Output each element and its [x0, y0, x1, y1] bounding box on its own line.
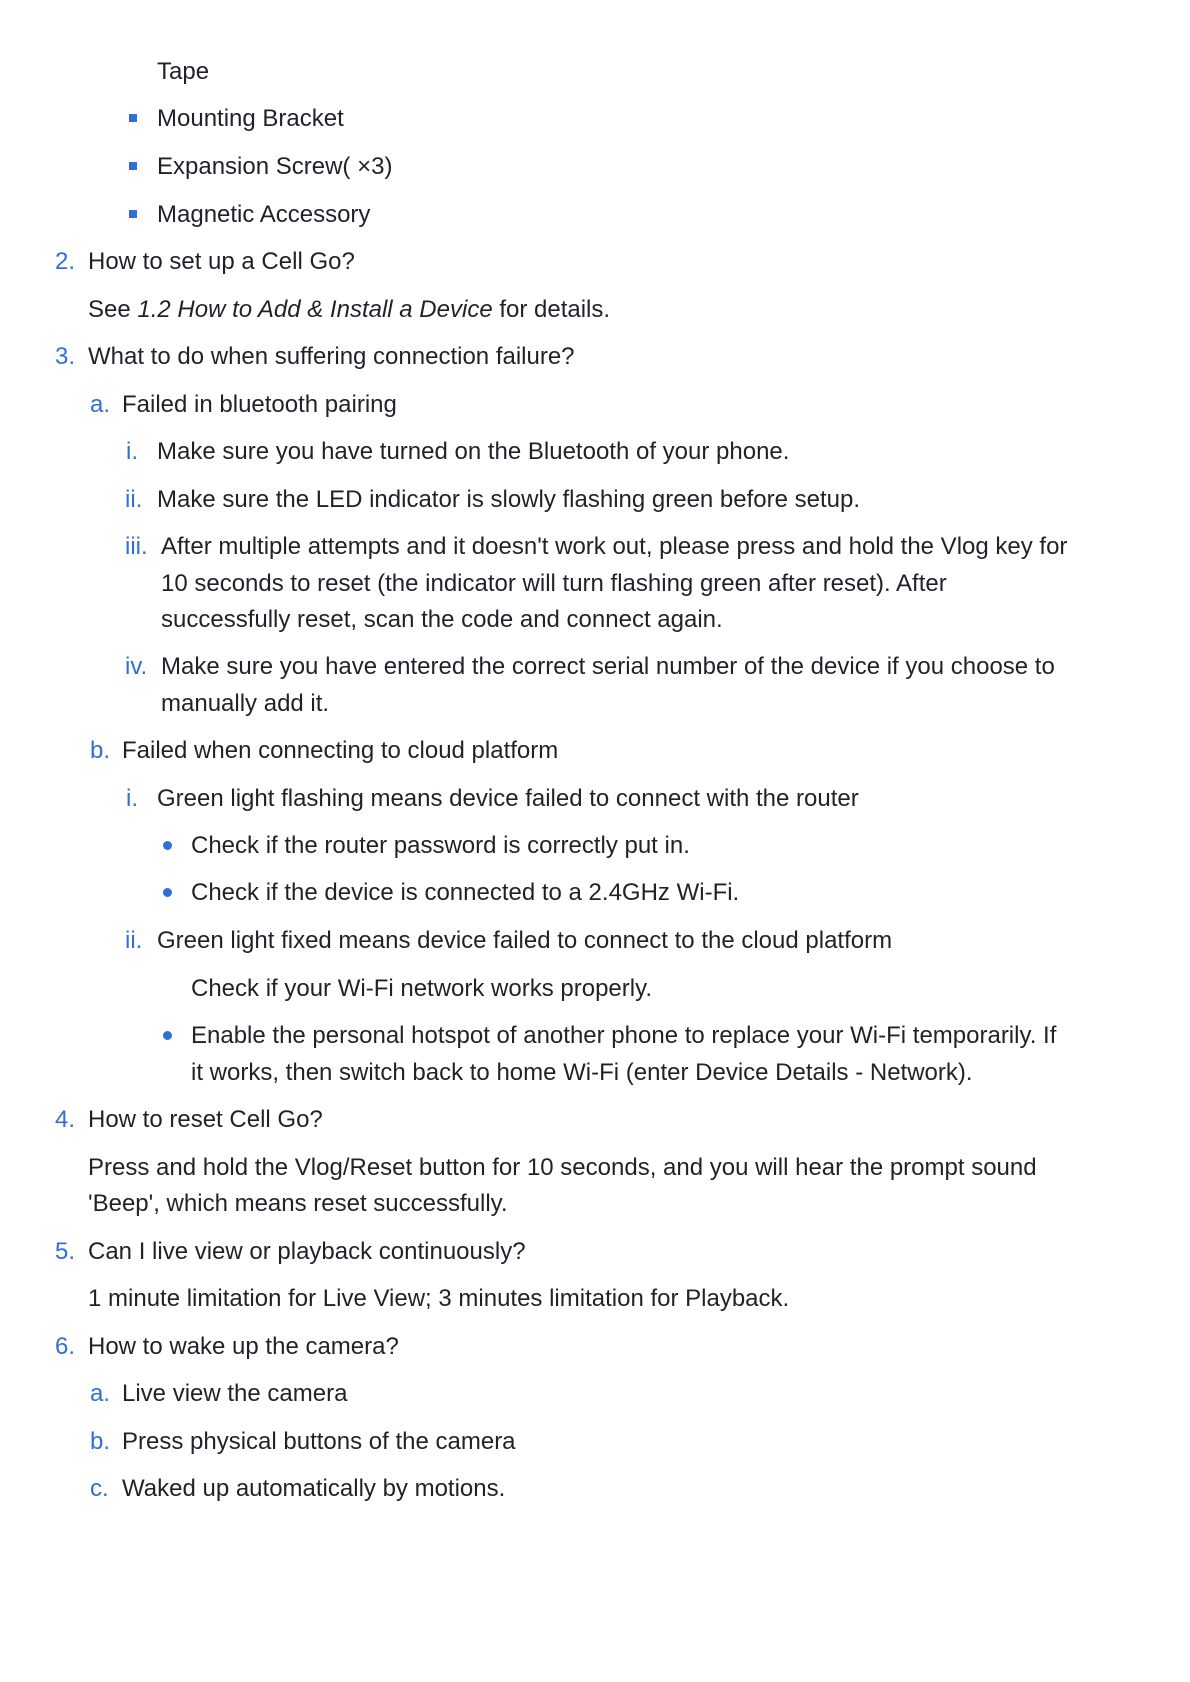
q5-answer: 1 minute limitation for Live View; 3 minutes limitation for Playback.	[88, 1285, 790, 1312]
q4-number: 4.	[55, 1106, 76, 1133]
q3a-i-marker: i.	[126, 438, 138, 465]
q3a-iii-text-line3: successfully reset, scan the code and connect again.	[161, 606, 723, 633]
q3a-iii-marker: iii.	[125, 533, 148, 560]
q2-answer-pre: See	[88, 296, 138, 323]
q3b-i-bullet-1: Check if the router password is correctly put in.	[191, 832, 690, 859]
round-bullet-icon	[163, 1031, 172, 1040]
q6c-text: Waked up automatically by motions.	[122, 1475, 506, 1502]
q3b-marker: b.	[90, 737, 111, 764]
q6c-marker: c.	[90, 1475, 109, 1502]
q3b-ii-plain: Check if your Wi-Fi network works properly.	[191, 975, 652, 1002]
round-bullet-icon	[163, 888, 172, 897]
q3a-ii-text: Make sure the LED indicator is slowly flashing green before setup.	[157, 486, 861, 513]
q6-question: How to wake up the camera?	[88, 1333, 399, 1360]
q2-answer	[88, 290, 610, 329]
list-item-tape: Tape	[157, 58, 210, 85]
q2-answer-post: for details.	[492, 296, 611, 323]
q6b-marker: b.	[90, 1428, 111, 1455]
q5-number: 5.	[55, 1238, 76, 1265]
q6-number: 6.	[55, 1333, 76, 1360]
q3a-ii-marker: ii.	[125, 486, 143, 513]
q3a-iv-text-line1: Make sure you have entered the correct serial number of the device if you choose to	[161, 653, 1055, 680]
q4-answer-line1: Press and hold the Vlog/Reset button for 10 seconds, and you will hear the prompt sound	[88, 1154, 1037, 1181]
list-item-magnetic-accessory: Magnetic Accessory	[157, 201, 371, 228]
q3b-i-bullet-2: Check if the device is connected to a 2.4GHz Wi-Fi.	[191, 879, 740, 906]
q3a-i-text: Make sure you have turned on the Bluetooth of your phone.	[157, 438, 790, 465]
square-bullet-icon	[129, 162, 137, 170]
q3a-iii-text-line1: After multiple attempts and it doesn't work out, please press and hold the Vlog key for	[161, 533, 1068, 560]
q4-answer-line2: 'Beep', which means reset successfully.	[88, 1190, 508, 1217]
round-bullet-icon	[163, 841, 172, 850]
q3b-ii-bullet-line2: it works, then switch back to home Wi-Fi (enter Device Details - Network).	[191, 1059, 973, 1086]
q3b-title: Failed when connecting to cloud platform	[122, 737, 559, 764]
q4-question: How to reset Cell Go?	[88, 1106, 323, 1133]
q2-number: 2.	[55, 248, 76, 275]
list-item-expansion-screw: Expansion Screw( ×3)	[157, 153, 393, 180]
q6a-marker: a.	[90, 1380, 111, 1407]
q3a-iii-text-line2: 10 seconds to reset (the indicator will turn flashing green after reset). After	[161, 570, 947, 597]
q3a-title: Failed in bluetooth pairing	[122, 391, 397, 418]
q3a-iv-text-line2: manually add it.	[161, 690, 330, 717]
q3a-marker: a.	[90, 391, 111, 418]
q2-question: How to set up a Cell Go?	[88, 248, 355, 275]
q6b-text: Press physical buttons of the camera	[122, 1428, 516, 1455]
q6a-text: Live view the camera	[122, 1380, 348, 1407]
q3b-ii-bullet-line1: Enable the personal hotspot of another phone to replace your Wi-Fi temporarily. If	[191, 1022, 1057, 1049]
list-item-mounting-bracket: Mounting Bracket	[157, 105, 344, 132]
q3b-i-title: Green light flashing means device failed to connect with the router	[157, 785, 859, 812]
square-bullet-icon	[129, 114, 137, 122]
q3-question: What to do when suffering connection failure?	[88, 343, 575, 370]
q3b-ii-title: Green light fixed means device failed to connect to the cloud platform	[157, 927, 893, 954]
q2-answer-reference: 1.2 How to Add & Install a Device	[137, 296, 493, 323]
q3b-ii-marker: ii.	[125, 927, 143, 954]
q5-question: Can I live view or playback continuously?	[88, 1238, 526, 1265]
square-bullet-icon	[129, 210, 137, 218]
q3b-i-marker: i.	[126, 785, 138, 812]
q3-number: 3.	[55, 343, 76, 370]
q3a-iv-marker: iv.	[125, 653, 148, 680]
